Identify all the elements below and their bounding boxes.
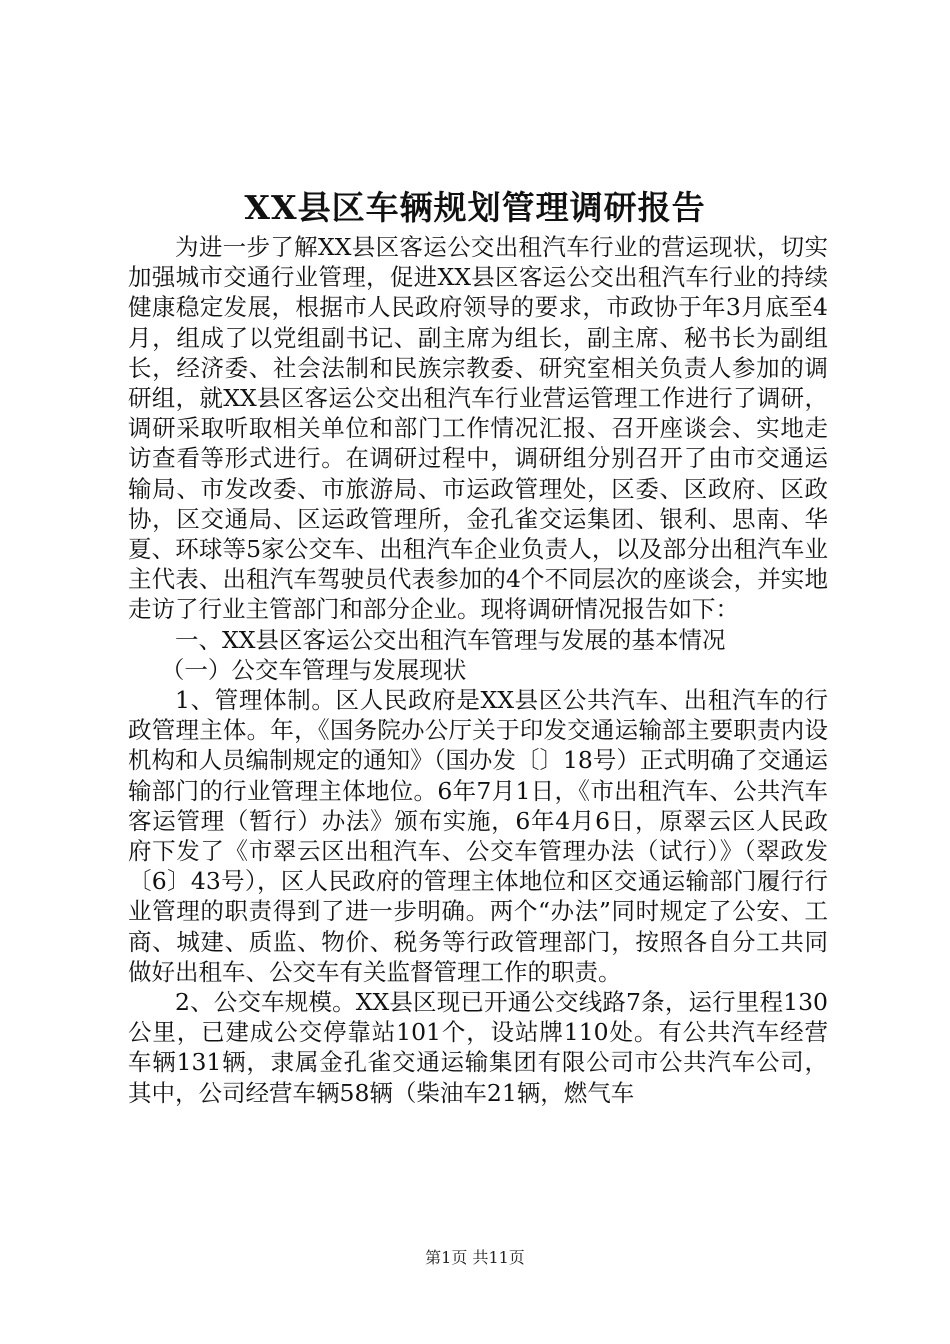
- bus-scale-paragraph: 2、公交车规模。XX县区现已开通公交线路7条，运行里程130公里，已建成公交停靠站101个，设站牌110处。有公共汽车经营车辆131辆，隶属金孔雀交通运输集团有限公司市公共汽车公司，其中，公司经营车辆58辆（柴油车21辆，燃气车: [128, 988, 828, 1107]
- intro-paragraph: 为进一步了解XX县区客运公交出租汽车行业的营运现状，切实加强城市交通行业管理，促进XX县区客运公交出租汽车行业的持续健康稳定发展，根据市人民政府领导的要求，市政协于年3月底至4月，组成了以党组副书记、副主席为组长，副主席、秘书长为副组长，经济委、社会法制和民族宗教委、研究室相关负责人参加的调研组，就XX县区客运公交出租汽车行业营运管理工作进行了调研，调研采取听取相关单位和部门工作情况汇报、召开座谈会、实地走访查看等形式进行。在调研过程中，调研组分别召开了由市交通运输局、市发改委、市旅游局、市运政管理处，区委、区政府、区政协，区交通局、区运政管理所，金孔雀交运集团、银利、思南、华夏、环球等5家公交车、出租汽车企业负责人，以及部分出租汽车业主代表、出租汽车驾驶员代表参加的4个不同层次的座谈会，并实地走访了行业主管部门和部分企业。现将调研情况报告如下：: [128, 233, 828, 624]
- document-body: [128, 232, 828, 1108]
- document-title: XX县区车辆规划管理调研报告: [244, 188, 706, 227]
- subsection-heading: （一）公交车管理与发展现状: [160, 655, 467, 684]
- management-system-paragraph: 1、管理体制。区人民政府是XX县区公共汽车、出租汽车的行政管理主体。年，《国务院办公厅关于印发交通运输部主要职责内设机构和人员编制规定的通知》（国办发〔〕18号）正式明确了交通运输部门的行业管理主体地位。6年7月1日，《市出租汽车、公共汽车客运管理（暂行）办法》颁布实施，6年4月6日，原翠云区人民政府下发了《市翠云区出租汽车、公交车管理办法（试行）》（翠政发〔6〕43号），区人民政府的管理主体地位和区交通运输部门履行行业管理的职责得到了进一步明确。两个“办法”同时规定了公安、工商、城建、质监、物价、税务等行政管理部门，按照各自分工共同做好出租车、公交车有关监督管理工作的职责。: [128, 686, 828, 986]
- page-footer: 第1页 共11页: [425, 1248, 525, 1267]
- section-heading: 一、XX县区客运公交出租汽车管理与发展的基本情况: [175, 625, 726, 654]
